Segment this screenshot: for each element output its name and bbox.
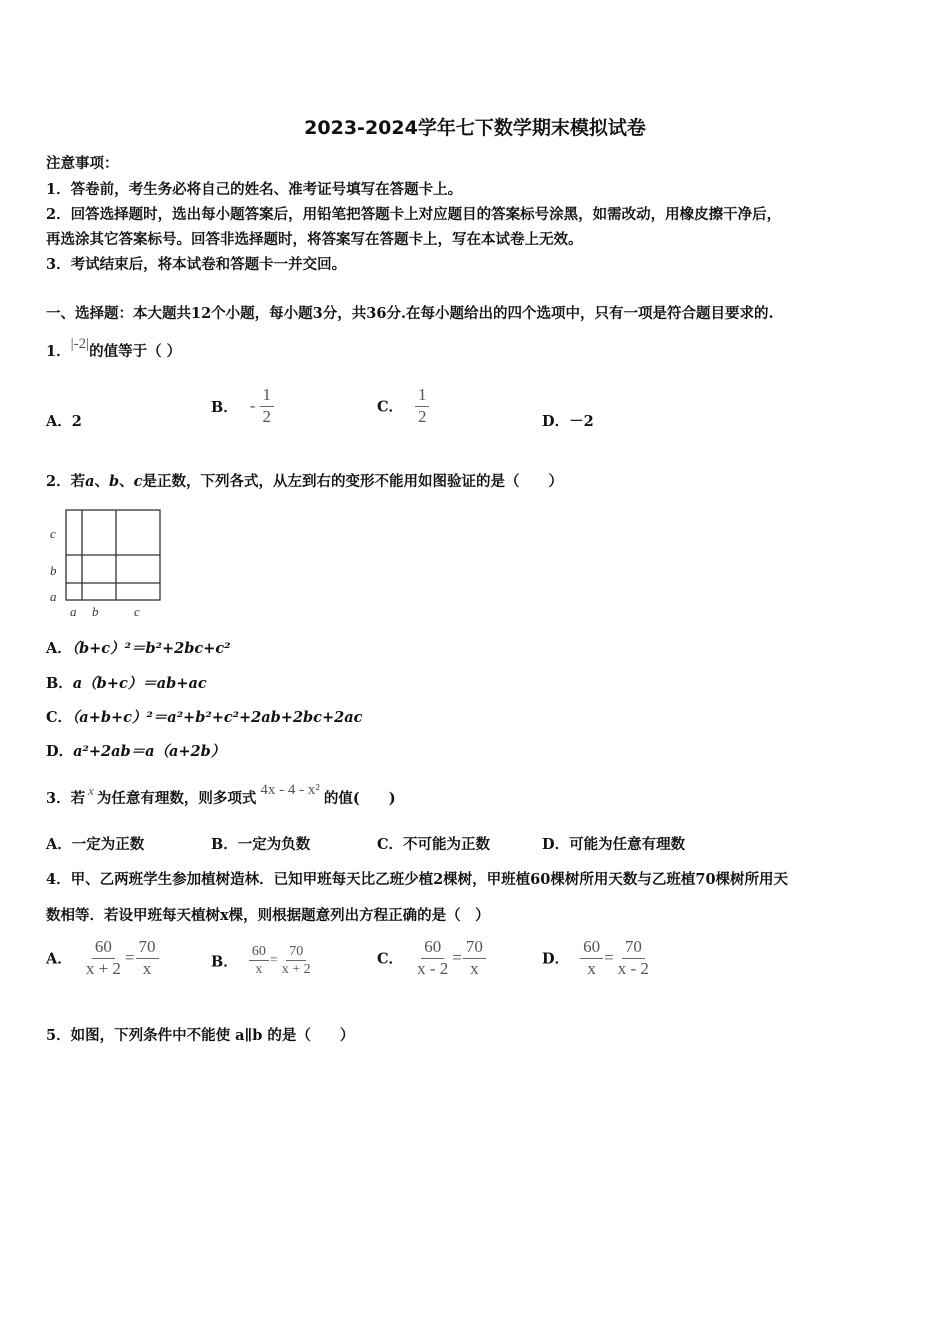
figure-label-b-bottom: b [92,604,99,619]
variable-x: x [88,783,94,798]
area-model-figure [44,505,169,620]
figure-label-c-bottom: c [134,604,140,619]
q4-option-c[interactable]: C． $\frac{60}{x - 2}$ = $\frac{70}{x}$ [377,938,486,978]
question-1 [46,336,182,361]
question-4-line-1: 4．甲、乙两班学生参加植树造林．已知甲班每天比乙班少植2棵树，甲班植60棵树所用天数与乙班植70棵树所用天 [46,871,789,888]
polynomial-expression: 4x - 4 - x² [260,782,320,798]
q3-option-c[interactable]: C．不可能为正数 [377,836,491,853]
q1-option-b[interactable]: B． - $\frac{1}{2}$ [211,386,274,426]
question-5: 5．如图，下列条件中不能使 a∥b 的是（ ） [46,1027,355,1044]
question-number: 1． [46,343,71,360]
notice-item-3: 3．考试结束后，将本试卷和答题卡一并交回。 [46,256,347,273]
fraction: $\frac{1}{2}$ [259,386,274,426]
figure-label-a-left: a [50,589,57,604]
q4-option-a[interactable]: A． $\frac{60}{x + 2}$ = $\frac{70}{x}$ [46,938,159,978]
notice-item-2b: 再选涂其它答案标号。回答非选择题时，将答案写在答题卡上，写在本试卷上无效。 [46,231,583,248]
q2-option-c[interactable]: C．（a+b+c）²＝a²+b²+c²+2ab+2bc+2ac [46,709,363,726]
section-heading: 一、选择题：本大题共12个小题，每小题3分，共36分.在每小题给出的四个选项中，只有一项是符合题目要求的. [46,305,774,322]
q4-option-d[interactable]: D． $\frac{60}{x}$ = $\frac{70}{x - 2}$ [542,937,649,978]
q1-option-a[interactable]: A．2 [46,413,82,430]
q1-option-d[interactable]: D．－2 [542,413,594,430]
notice-heading: 注意事项： [46,155,119,172]
question-4-line-2: 数相等．若设甲班每天植树x棵，则根据题意列出方程正确的是（ ） [46,907,490,924]
fraction: $\frac{1}{2}$ [415,386,430,426]
figure-label-a-bottom: a [70,604,77,619]
q3-option-d[interactable]: D．可能为任意有理数 [542,836,686,853]
q2-option-d[interactable]: D．a²+2ab＝a（a+2b） [46,743,226,760]
q2-option-a[interactable]: A．（b+c）²＝b²+2bc+c² [46,640,231,657]
question-3: 3．若 x 为任意有理数，则多项式 4x - 4 - x² 的值( ) [46,782,396,807]
q1-option-c[interactable]: C． $\frac{1}{2}$ [377,386,430,426]
notice-item-2a: 2．回答选择题时，选出每小题答案后，用铅笔把答题卡上对应题目的答案标号涂黑，如需改动，用橡皮擦干净后， [46,206,782,223]
page-title: 2023-2024学年七下数学期末模拟试卷 [304,117,646,139]
q3-option-a[interactable]: A．一定为正数 [46,836,145,853]
question-text: 的值等于（ ） [89,343,182,360]
q2-option-b[interactable]: B．a（b+c）＝ab+ac [46,675,207,692]
q3-option-b[interactable]: B．一定为负数 [211,836,311,853]
figure-label-b-left: b [50,563,57,578]
q4-option-b[interactable]: B． $\frac{60}{x}$ = $\frac{70}{x + 2}$ [211,944,311,978]
figure-label-c-left: c [50,526,56,541]
abs-expression: |-2| [70,336,90,352]
notice-item-1: 1．答卷前，考生务必将自己的姓名、准考证号填写在答题卡上。 [46,181,463,198]
question-2: 2．若a、b、c是正数，下列各式，从左到右的变形不能用如图验证的是（ ） [46,473,563,490]
